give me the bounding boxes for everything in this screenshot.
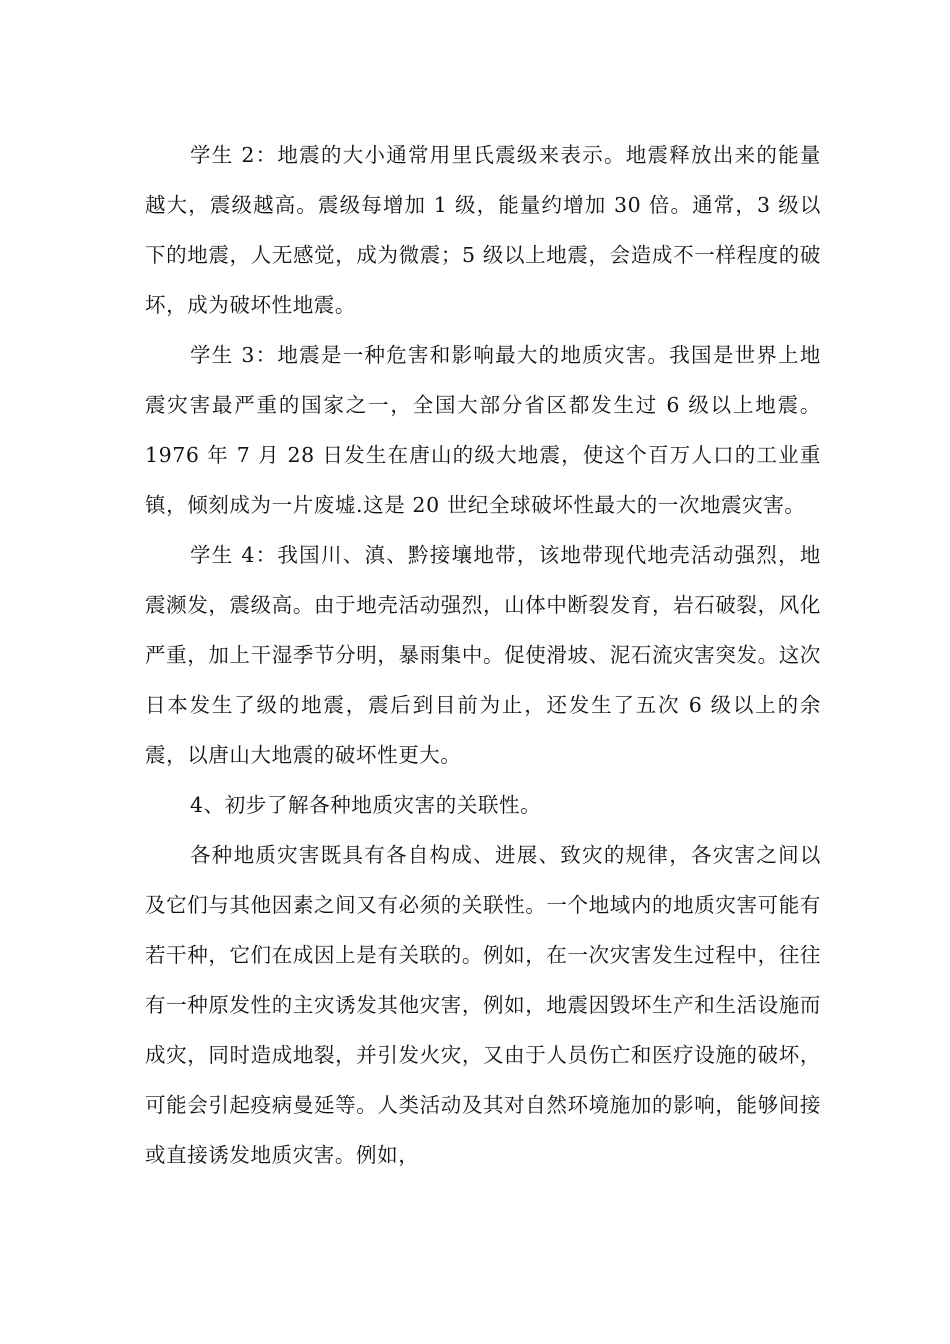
paragraph-student-4: 学生 4：我国川、滇、黔接壤地带，该地带现代地壳活动强烈，地震濒发，震级高。由于地壳活动强烈，山体中断裂发育，岩石破裂，风化严重，加上干湿季节分明，暴雨集中。促使滑坡、泥石流灾害突发。这次日本发生了级的地震，震后到目前为止，还发生了五次 6 级以上的余震，以唐山大地震的破坏性更大。 xyxy=(145,543,821,767)
section-heading-4: 4、初步了解各种地质灾害的关联性。 xyxy=(190,793,542,817)
paragraph-disaster-correlation: 各种地质灾害既具有各自构成、进展、致灾的规律，各灾害之间以及它们与其他因素之间又有必须的关联性。一个地域内的地质灾害可能有若干种，它们在成因上是有关联的。例如，在一次灾害发生过程中，往往有一种原发性的主灾诱发其他灾害，例如，地震因毁坏生产和生活设施而成灾，同时造成地裂，并引发火灾，又由于人员伤亡和医疗设施的破坏，可能会引起疫病曼延等。人类活动及其对自然环境施加的影响，能够间接或直接诱发地质灾害。例如， xyxy=(145,843,821,1167)
document-body xyxy=(145,130,821,1180)
paragraph-student-3: 学生 3：地震是一种危害和影响最大的地质灾害。我国是世界上地震灾害最严重的国家之一，全国大部分省区都发生过 6 级以上地震。1976 年 7 月 28 日发生在唐山的级大地震，使这个百万人口的工业重镇，倾刻成为一片废墟.这是 20 世纪全球破坏性最大的一次地震灾害。 xyxy=(145,343,821,517)
paragraph-student-2: 学生 2：地震的大小通常用里氏震级来表示。地震释放出来的能量越大，震级越高。震级每增加 1 级，能量约增加 30 倍。通常，3 级以下的地震，人无感觉，成为微震；5 级以上地震，会造成不一样程度的破坏，成为破坏性地震。 xyxy=(145,143,821,317)
